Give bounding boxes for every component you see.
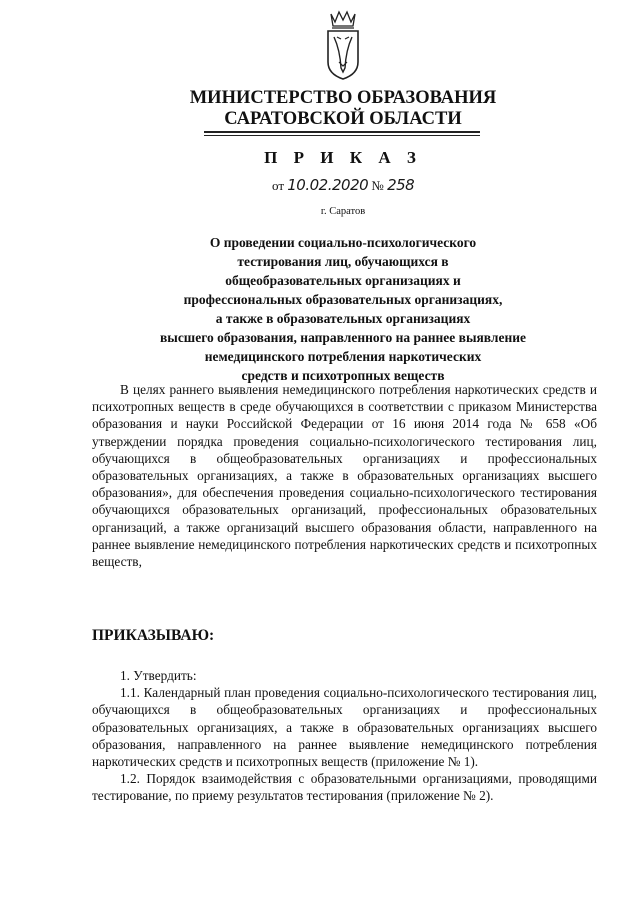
- subject-line: тестирования лиц, обучающихся в: [237, 254, 449, 269]
- order-keyword: ПРИКАЗЫВАЮ:: [92, 627, 215, 644]
- subject-line: а также в образовательных организациях: [215, 311, 471, 326]
- subject-line: немедицинского потребления наркотических: [204, 349, 482, 364]
- date-number-line: [272, 176, 414, 194]
- preamble-paragraph: [92, 381, 597, 570]
- subject-line: высшего образования, направленного на раннее выявление: [159, 330, 527, 345]
- item-1-2: 1.2. Порядок взаимодействия с образовательными организациями, проводящими тестирование, по приему результатов тестирования (приложение № 2).: [92, 771, 597, 804]
- subject-line: О проведении социально-психологического: [209, 235, 477, 250]
- item-1: 1. Утвердить:: [120, 668, 197, 683]
- header-rule-top: [204, 131, 480, 133]
- ministry-name-line2: САРАТОВСКОЙ ОБЛАСТИ: [224, 109, 462, 129]
- document-type-title: П Р И К А З: [264, 148, 422, 167]
- preamble-text: В целях раннего выявления немедицинского потребления наркотических средств и психотропных веществ в среде обучающихся в соответствии с приказом Министерства образования и науки Российской Федерации от 16 июня 2014 года № 658 «Об утверждении порядка проведения социально-психологического тестирования лиц, обучающихся в общеобразовательных организациях и профессиональных образовательных организациях, а также в образовательных организациях высшего образования», для обеспечения проведения социально-психологического тестирования обучающихся образовательных организаций, профессиональных образовательных организаций, а также организаций высшего образования области, направленного на раннее выявление немедицинского потребления наркотических средств и психотропных веществ,: [92, 382, 597, 570]
- coat-of-arms-emblem: [323, 10, 363, 82]
- city-label: г. Саратов: [320, 206, 366, 217]
- handwritten-number: 258: [387, 176, 415, 194]
- handwritten-date: 10.02.2020: [287, 176, 369, 194]
- number-sign: №: [371, 178, 384, 193]
- subject-line: средств и психотропных веществ: [241, 368, 445, 383]
- ministry-name-line1: МИНИСТЕРСТВО ОБРАЗОВАНИЯ: [189, 88, 497, 108]
- subject-line: общеобразовательных организациях и: [225, 273, 461, 288]
- subject-line: профессиональных образовательных организациях,: [183, 292, 503, 307]
- order-items: [92, 667, 597, 805]
- item-1-1: 1.1. Календарный план проведения социально-психологического тестирования лиц, обучающихся в общеобразовательных организациях и профессиональных образовательных организациях, а также в образовательных организациях высшего образования, направленного на раннее выявление немедицинского потребления наркотических средств и психотропных веществ (приложение № 1).: [92, 685, 597, 770]
- order-subject: [110, 233, 576, 385]
- date-prefix: от: [272, 178, 285, 193]
- header-rule-bottom: [204, 135, 480, 136]
